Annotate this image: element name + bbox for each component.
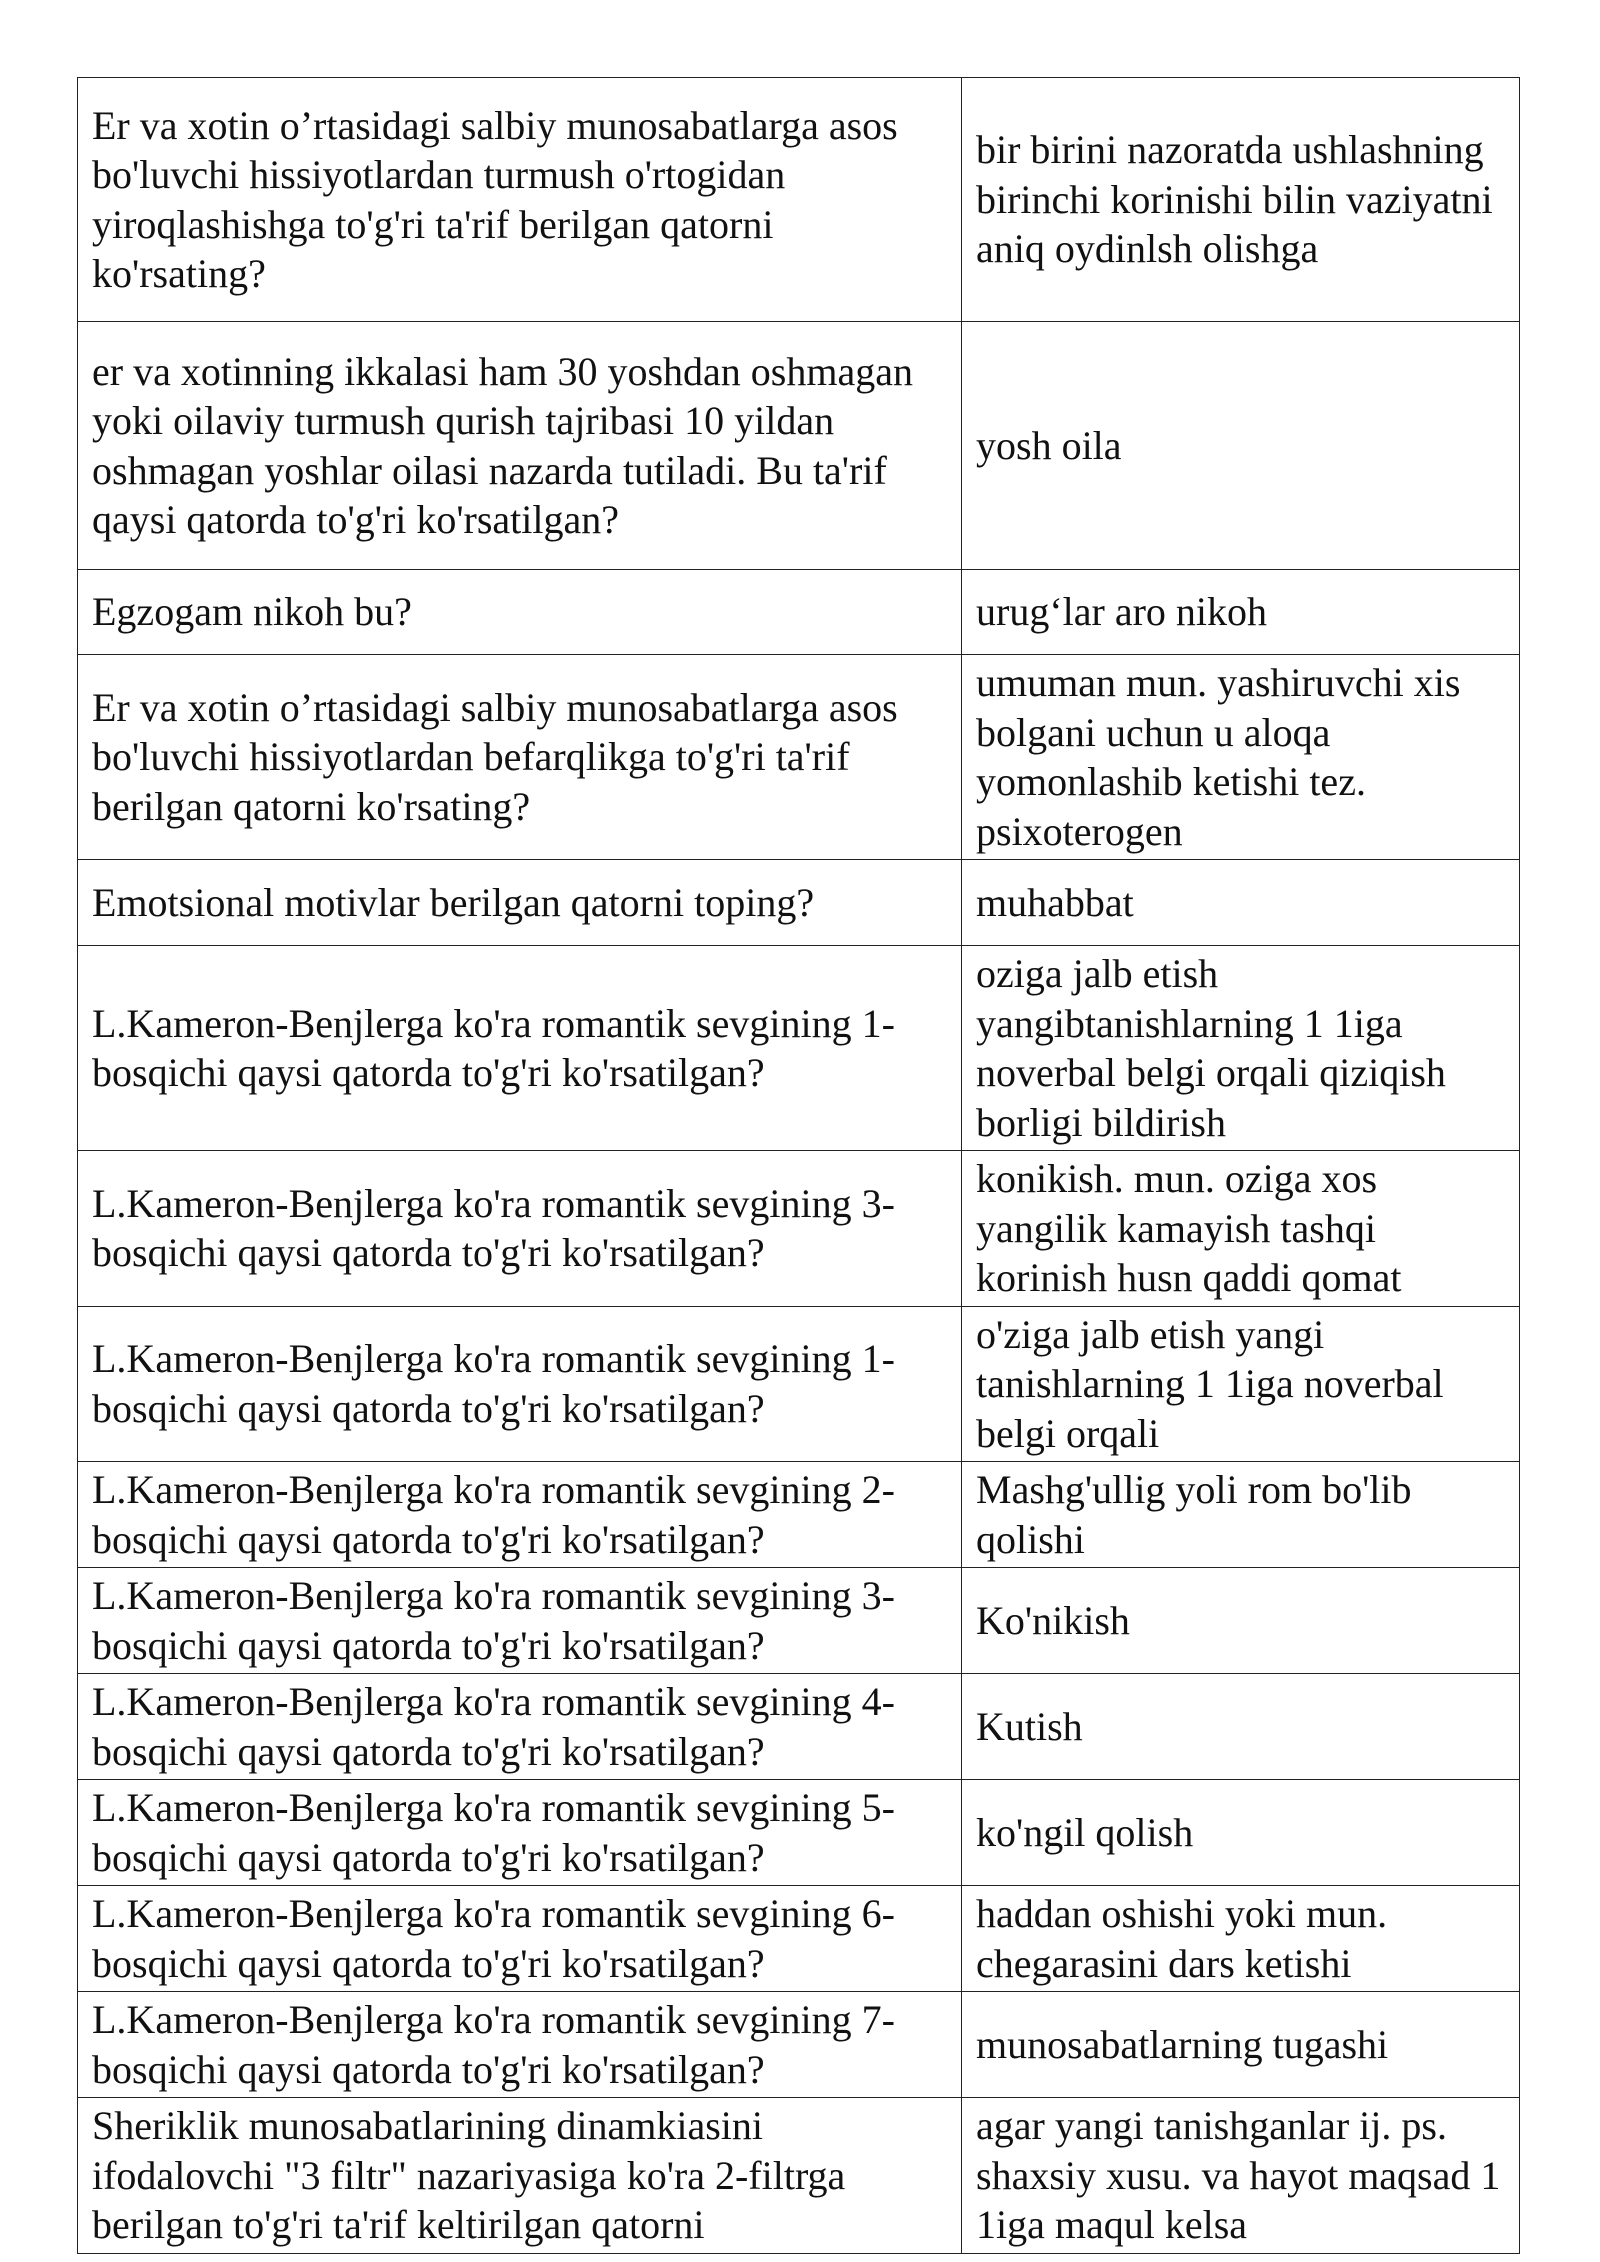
answer-cell: Kutish [962,1674,1520,1780]
qa-table [77,77,1520,2254]
table-row [78,78,1520,322]
question-cell: Egzogam nikoh bu? [78,570,962,655]
question-cell: Er va xotin o’rtasidagi salbiy munosabatlarga asos bo'luvchi hissiyotlardan turmush o'rtogidan yiroqlashishga to'g'ri ta'rif berilgan qatorni ko'rsating? [78,78,962,322]
table-row [78,946,1520,1151]
table-row [78,1992,1520,2098]
table-row [78,1462,1520,1568]
table-row [78,1674,1520,1780]
answer-cell: Mashg'ullig yoli rom bo'lib qolishi [962,1462,1520,1568]
question-cell: Sheriklik munosabatlarining dinamkiasini ifodalovchi "3 filtr" nazariyasiga ko'ra 2-filtrga berilgan to'g'ri ta'rif keltirilgan qatorni [78,2098,962,2254]
table-row [78,860,1520,946]
question-cell: L.Kameron-Benjlerga ko'ra romantik sevgining 3-bosqichi qaysi qatorda to'g'ri ko'rsatilgan? [78,1151,962,1307]
table-row [78,1568,1520,1674]
question-cell: Er va xotin o’rtasidagi salbiy munosabatlarga asos bo'luvchi hissiyotlardan befarqlikga to'g'ri ta'rif berilgan qatorni ko'rsating? [78,655,962,860]
answer-cell: yosh oila [962,322,1520,570]
answer-cell: o'ziga jalb etish yangi tanishlarning 1 1iga noverbal belgi orqali [962,1306,1520,1462]
answer-cell: ko'ngil qolish [962,1780,1520,1886]
question-cell: L.Kameron-Benjlerga ko'ra romantik sevgining 7-bosqichi qaysi qatorda to'g'ri ko'rsatilgan? [78,1992,962,2098]
question-cell: L.Kameron-Benjlerga ko'ra romantik sevgining 6-bosqichi qaysi qatorda to'g'ri ko'rsatilgan? [78,1886,962,1992]
question-cell: L.Kameron-Benjlerga ko'ra romantik sevgining 3-bosqichi qaysi qatorda to'g'ri ko'rsatilgan? [78,1568,962,1674]
table-row [78,1151,1520,1307]
answer-cell: haddan oshishi yoki mun. chegarasini dars ketishi [962,1886,1520,1992]
table-row [78,2098,1520,2254]
answer-cell: munosabatlarning tugashi [962,1992,1520,2098]
table-row [78,655,1520,860]
answer-cell: umuman mun. yashiruvchi xis bolgani uchun u aloqa yomonlashib ketishi tez. psixoterogen [962,655,1520,860]
answer-cell: agar yangi tanishganlar ij. ps. shaxsiy xusu. va hayot maqsad 1 1iga maqul kelsa [962,2098,1520,2254]
answer-cell: oziga jalb etish yangibtanishlarning 1 1iga noverbal belgi orqali qiziqish borligi bildirish [962,946,1520,1151]
table-row [78,322,1520,570]
answer-cell: konikish. mun. oziga xos yangilik kamayish tashqi korinish husn qaddi qomat [962,1151,1520,1307]
question-cell: L.Kameron-Benjlerga ko'ra romantik sevgining 4-bosqichi qaysi qatorda to'g'ri ko'rsatilgan? [78,1674,962,1780]
answer-cell: bir birini nazoratda ushlashning birinchi korinishi bilin vaziyatni aniq oydinlsh olishga [962,78,1520,322]
table-row [78,1306,1520,1462]
question-cell: Emotsional motivlar berilgan qatorni toping? [78,860,962,946]
question-cell: er va xotinning ikkalasi ham 30 yoshdan oshmagan yoki oilaviy turmush qurish tajribasi 10 yildan oshmagan yoshlar oilasi nazarda tutiladi. Bu ta'rif qaysi qatorda to'g'ri ko'rsatilgan? [78,322,962,570]
question-cell: L.Kameron-Benjlerga ko'ra romantik sevgining 5-bosqichi qaysi qatorda to'g'ri ko'rsatilgan? [78,1780,962,1886]
answer-cell: Ko'nikish [962,1568,1520,1674]
question-cell: L.Kameron-Benjlerga ko'ra romantik sevgining 2-bosqichi qaysi qatorda to'g'ri ko'rsatilgan? [78,1462,962,1568]
answer-cell: urug‘lar aro nikoh [962,570,1520,655]
table-row [78,1780,1520,1886]
question-cell: L.Kameron-Benjlerga ko'ra romantik sevgining 1-bosqichi qaysi qatorda to'g'ri ko'rsatilgan? [78,946,962,1151]
answer-cell: muhabbat [962,860,1520,946]
table-row [78,1886,1520,1992]
qa-table-body [78,78,1520,2254]
question-cell: L.Kameron-Benjlerga ko'ra romantik sevgining 1-bosqichi qaysi qatorda to'g'ri ko'rsatilgan? [78,1306,962,1462]
table-row [78,570,1520,655]
